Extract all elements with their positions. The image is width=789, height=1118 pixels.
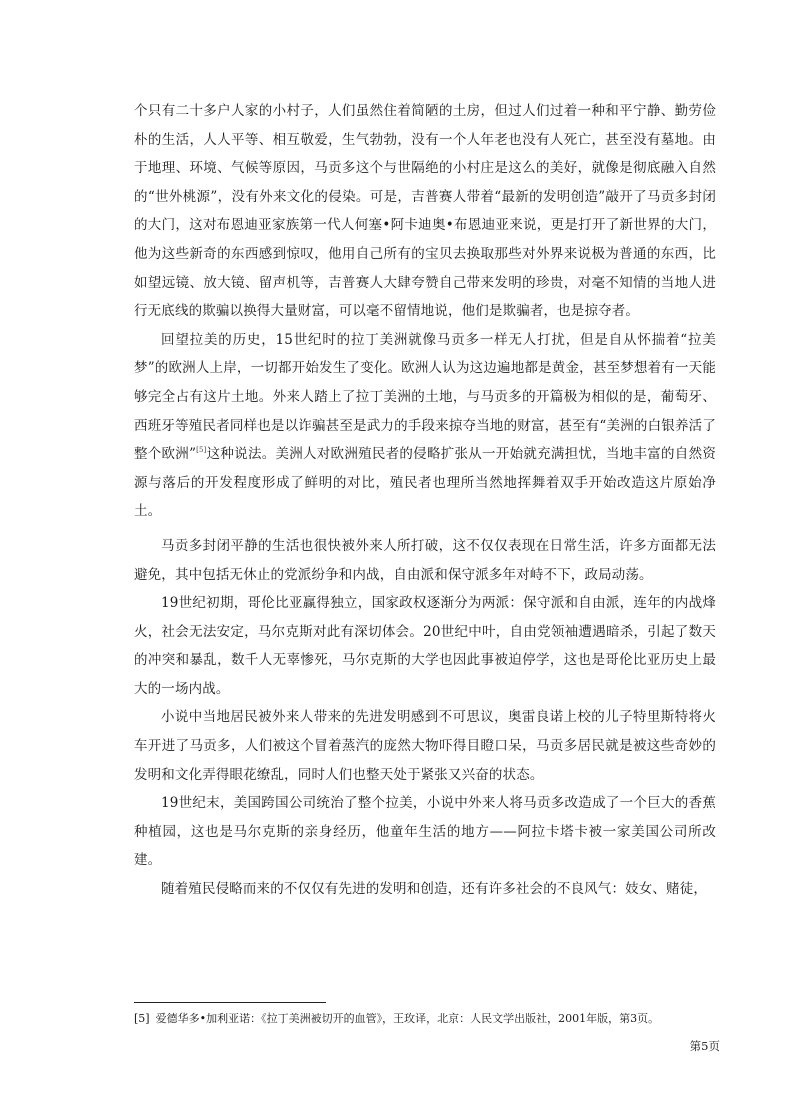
page-number: 第5页 <box>689 1039 720 1053</box>
footnote-number: [5] <box>134 1012 150 1025</box>
paragraph-7: 随着殖民侵略而来的不仅仅有先进的发明和创造，还有许多社会的不良风气：妓女、赌徒， <box>161 881 707 898</box>
paragraph-3: 马贡多封闭平静的生活也很快被外来人所打破，这不仅仅表现在日常生活，许多方面都无法避免，其中包括无休止的党派纷争和内战，自由派和保守派多年对峙不下，政局动荡。 <box>134 537 716 583</box>
footnote-separator <box>134 1002 326 1003</box>
paragraph-6: 19世纪末，美国跨国公司统治了整个拉美，小说中外来人将马贡多改造成了一个巨大的香蕉种植园，这也是马尔克斯的亲身经历，他童年生活的地方——阿拉卡塔卡被一家美国公司所改建。 <box>134 795 716 869</box>
body-text <box>134 97 716 904</box>
paragraph-2 <box>134 326 716 526</box>
paragraph-1: 个只有二十多户人家的小村子，人们虽然住着简陋的土房，但过人们过着一种和平宁静、勤劳俭朴的生活，人人平等、相互敬爱，生气勃勃，没有一个人年老也没有人死亡，甚至没有墓地。由于地理、环境、气候等原因，马贡多这个与世隔绝的小村庄是这么的美好，就像是彻底融入自然的“世外桃源”，没有外来文化的侵染。可是，吉普赛人带着“最新的发明创造”敲开了马贡多封闭的大门，这对布恩迪亚家族第一代人何塞•阿卡迪奥•布恩迪亚来说，更是打开了新世界的大门，他为这些新奇的东西感到惊叹，他用自己所有的宝贝去换取那些对外界来说极为普通的东西，比如望远镜、放大镜、留声机等，吉普赛人大肆夸赞自己带来发明的珍贵，对毫不知情的当地人进行无底线的欺骗以换得大量财富，可以毫不留情地说，他们是欺骗者，也是掠夺者。 <box>134 103 716 320</box>
footnote <box>134 1010 724 1028</box>
footnote-reference[interactable]: [5] <box>196 446 207 455</box>
paragraph-2-text-a: 回望拉美的历史，15世纪时的拉丁美洲就像马贡多一样无人打扰，但是自从怀揣着“拉美梦”的欧洲人上岸，一切都开始发生了变化。欧洲人认为这边遍地都是黄金，甚至梦想着有一天能够完全占有这片土地。外来人踏上了拉丁美洲的土地，与马贡多的开篇极为相似的是，葡萄牙、西班牙等殖民者同样也是以诈骗甚至是武力的手段来掠夺当地的财富，甚至有“美洲的白银养活了整个欧洲” <box>134 331 716 463</box>
paragraph-2-text-b: 这种说法。美洲人对欧洲殖民者的侵略扩张从一开始就充满担忧，当地丰富的自然资源与落后的开发程度形成了鲜明的对比，殖民者也理所当然地挥舞着双手开始改造这片原始净土。 <box>134 446 716 520</box>
paragraph-4: 19世纪初期，哥伦比亚赢得独立，国家政权逐渐分为两派：保守派和自由派，连年的内战烽火，社会无法安定，马尔克斯对此有深切体会。20世纪中叶，自由党领袖遭遇暗杀，引起了数天的冲突和暴乱，数千人无辜惨死，马尔克斯的大学也因此事被迫停学，这也是哥伦比亚历史上最大的一场内战。 <box>134 595 716 697</box>
footnote-text: 爱德华多•加利亚诺：《拉丁美洲被切开的血管》，王玫译，北京：人民文学出版社，2001年版，第3页。 <box>155 1012 660 1025</box>
paragraph-5: 小说中当地居民被外来人带来的先进发明感到不可思议，奥雷良诺上校的儿子特里斯特将火车开进了马贡多，人们被这个冒着蒸汽的庞然大物吓得目瞪口呆，马贡多居民就是被这些奇妙的发明和文化弄得眼花缭乱，同时人们也整天处于紧张又兴奋的状态。 <box>134 709 716 783</box>
